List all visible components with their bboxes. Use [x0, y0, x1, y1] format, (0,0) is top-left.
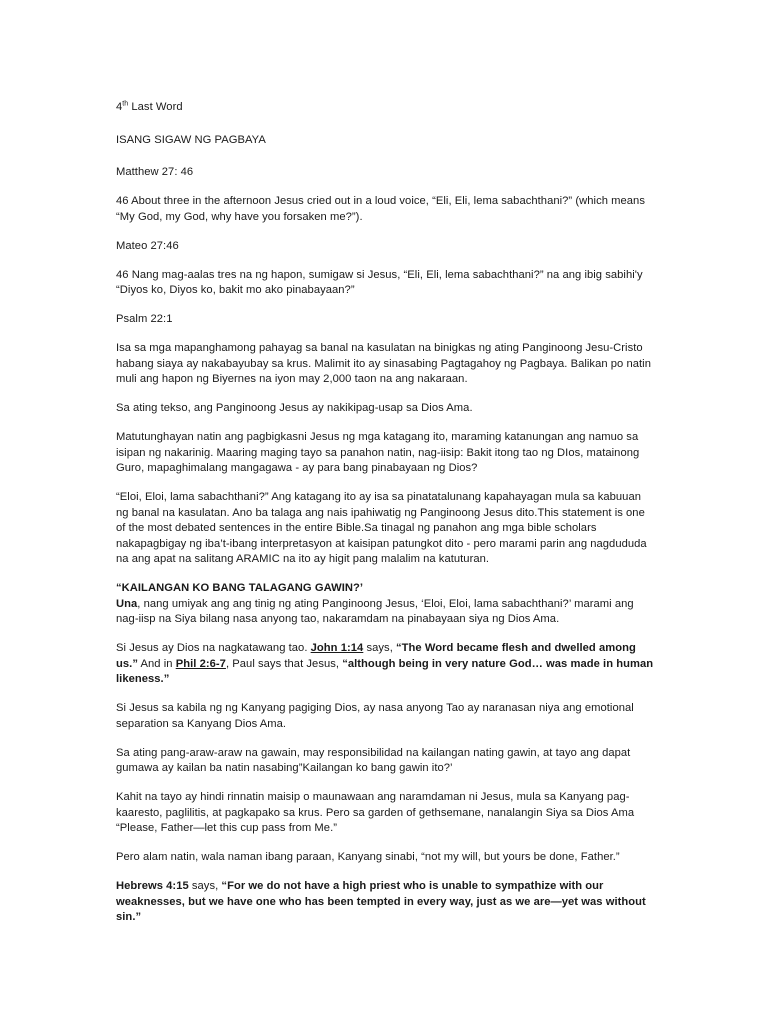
scripture-reference-matthew: Matthew 27: 46	[116, 166, 194, 178]
sermon-title: ISANG SIGAW NG PAGBAYA	[116, 133, 266, 146]
reference-link-phil: Phil 2:6-7	[175, 657, 226, 670]
reference-link-john: John 1:14	[310, 642, 364, 654]
scripture-reference-mateo: Mateo 27:46	[116, 239, 179, 252]
paragraph-will: Pero alam natin, wala naman ibang paraan, Kanyang sinabi, “not my will, but yours be done, Father.”	[116, 851, 620, 863]
paragraph-intro: Isa sa mga mapanghamong pahayag sa banal na kasulatan na binigkas ng ating Panginoong Jesu-Cristo habang siaya ay nakabayubay sa krus. Malimit ito ay sinasabing Pagtagahoy ng Pagbaya. Balikan po natin muli ang hapon ng Biyernes na iyon may 2,000 taon na ang nakaraan.	[116, 342, 651, 385]
paragraph-responsibility: Sa ating pang-araw-araw na gawain, may responsibilidad na kailangan nating gawin, at tayo ang dapat gumawa ay kailan ba natin nasabing”Kailangan ko bang gawin ito?’	[116, 746, 631, 774]
verse-english: 46 About three in the afternoon Jesus cried out in a loud voice, “Eli, Eli, lema sabachthani?” (which means “My God, my God, why have you forsaken me?”).	[116, 195, 645, 223]
reference-hebrews: Hebrews 4:15	[116, 880, 189, 892]
paragraph-incarnation: Si Jesus ay Dios na nagkatawang tao. John 1:14 says, “The Word became flesh and dwelled among us.” And in Phil 2:6-7, Paul says that Jesus, “although being in very nature God… was made in human likeness.”	[116, 642, 654, 685]
paragraph-una: Una, nang umiyak ang ang tinig ng ating Panginoong Jesus, ‘Eloi, Eloi, lama sabachthani?’ marami ang nag-iisp na Siya bilang nasa anyong tao, nakaramdam na pinabayaan siya ng Dios Ama.	[116, 597, 634, 625]
paragraph-hebrews: Hebrews 4:15 says, “For we do not have a high priest who is unable to sympathize with our weaknesses, but we have one who has been tempted in every way, just as we are—yet was without sin.”	[116, 880, 646, 923]
verse-tagalog: 46 Nang mag-aalas tres na ng hapon, sumigaw si Jesus, “Eli, Eli, lema sabachthani?” na ang ibig sabihi'y “Diyos ko, Diyos ko, bakit mo ako pinabayaan?”	[116, 268, 643, 296]
ordinal-suffix: th	[122, 100, 129, 108]
paragraph-gethsemane: Kahit na tayo ay hindi rinnatin maisip o maunawaan ang naramdaman ni Jesus, mula sa Kanyang pag-kaaresto, paglilitis, at pagkapako sa krus. Pero sa garden of gethsemane, nanalangin Siya sa Dios Ama “Please, Father—let this cup pass from Me.”	[116, 791, 635, 834]
document-page	[116, 100, 656, 939]
paragraph-eloi: “Eloi, Eloi, lama sabachthani?” Ang katagang ito ay isa sa pinatatalunang kapahayagan mula sa kabuuan ng banal na kasulatan. Ano ba talaga ang nais ipahiwatig ng Panginoong Jesus dito.This statement is one of the most debated sentences in the entire Bible.Sa tinagal ng panahon ang mga bible scholars nakapagbigay ng iba’t-ibang interpretasyon at kaisipan patungkot dito - pero marami parin ang nagdududa na ang apat na salitang ARAMIC na ito ay higit pang malalim na katuturan.	[116, 491, 647, 565]
paragraph-text: Sa ating tekso, ang Panginoong Jesus ay nakikipag-usap sa Dios Ama.	[116, 402, 473, 414]
scripture-reference-psalm: Psalm 22:1	[116, 313, 173, 325]
paragraph-questions: Matutunghayan natin ang pagbigkasni Jesus ng mga katagang ito, maraming katanungan ang namuo sa isipan ng nakarinig. Maaring maging tayo sa panahon natin, nag-iisip: Bakit itong tao ng DIos, matainong Guro, mapaghimalang mangagawa - ay para bang pinabayaan ng Dios?	[116, 431, 640, 474]
paragraph-separation: Si Jesus sa kabila ng ng Kanyang pagiging Dios, ay nasa anyong Tao ay naranasan niya ang emotional separation sa Kanyang Dios Ama.	[116, 702, 634, 730]
sub-heading: “KAILANGAN KO BANG TALAGANG GAWIN?’	[116, 582, 364, 594]
section-heading: 4th Last Word	[116, 100, 183, 113]
